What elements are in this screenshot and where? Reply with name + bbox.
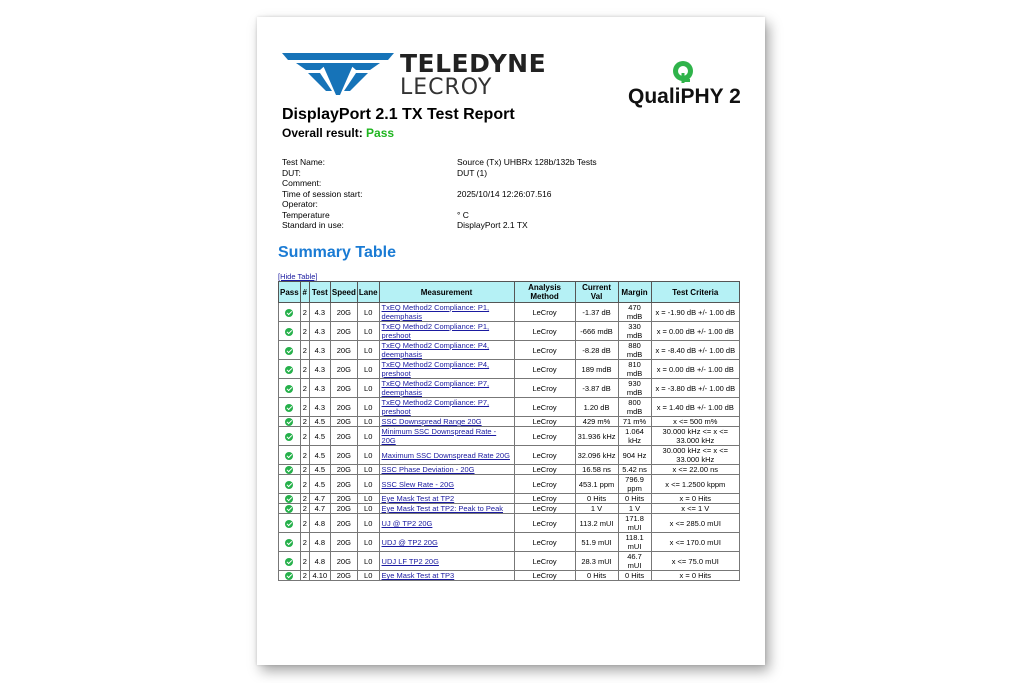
teledyne-logo-icon xyxy=(282,47,394,97)
current-val-cell: -3.87 dB xyxy=(575,379,618,398)
num-cell: 2 xyxy=(300,417,309,427)
analysis-method-cell: LeCroy xyxy=(514,465,575,475)
test-cell: 4.3 xyxy=(309,360,330,379)
test-criteria-cell: x <= 500 m% xyxy=(651,417,739,427)
teledyne-lecroy-logo xyxy=(282,47,547,103)
num-cell: 2 xyxy=(300,341,309,360)
pass-cell xyxy=(279,552,301,571)
info-value: DUT (1) xyxy=(457,167,488,178)
test-criteria-cell: x = 0.00 dB +/- 1.00 dB xyxy=(651,360,739,379)
report-page xyxy=(257,17,765,665)
table-row xyxy=(279,417,740,427)
lane-cell: L0 xyxy=(357,465,379,475)
margin-cell: 796.9 ppm xyxy=(618,475,651,494)
test-cell: 4.5 xyxy=(309,417,330,427)
table-row xyxy=(279,427,740,446)
lane-cell: L0 xyxy=(357,494,379,504)
test-cell: 4.3 xyxy=(309,398,330,417)
table-header-row xyxy=(279,282,740,303)
analysis-method-cell: LeCroy xyxy=(514,417,575,427)
analysis-method-cell: LeCroy xyxy=(514,571,575,581)
measurement-link[interactable]: UDJ @ TP2 20G xyxy=(381,537,438,547)
teledyne-wordmark: TELEDYNE xyxy=(400,49,547,78)
info-row xyxy=(282,178,722,189)
pass-icon xyxy=(285,558,293,566)
table-row xyxy=(279,446,740,465)
margin-cell: 1.064 kHz xyxy=(618,427,651,446)
measurement-cell xyxy=(379,427,514,446)
pass-icon xyxy=(285,520,293,528)
overall-result-label: Overall result: xyxy=(282,126,363,140)
num-cell: 2 xyxy=(300,475,309,494)
num-cell: 2 xyxy=(300,571,309,581)
pass-icon xyxy=(285,572,293,580)
table-row xyxy=(279,552,740,571)
pass-cell xyxy=(279,533,301,552)
qualiphy-badge-icon xyxy=(670,59,696,85)
measurement-cell xyxy=(379,552,514,571)
report-title: DisplayPort 2.1 TX Test Report xyxy=(282,106,515,123)
col-header-lane: Lane xyxy=(357,282,379,303)
analysis-method-cell: LeCroy xyxy=(514,552,575,571)
info-row xyxy=(282,168,722,179)
pass-cell xyxy=(279,322,301,341)
analysis-method-cell: LeCroy xyxy=(514,427,575,446)
margin-cell: 46.7 mUI xyxy=(618,552,651,571)
table-row xyxy=(279,494,740,504)
info-value: ° C xyxy=(457,209,469,220)
current-val-cell: -8.28 dB xyxy=(575,341,618,360)
test-criteria-cell: x = -3.80 dB +/- 1.00 dB xyxy=(651,379,739,398)
margin-cell: 0 Hits xyxy=(618,494,651,504)
pass-icon xyxy=(285,385,293,393)
info-value: 2025/10/14 12:26:07.516 xyxy=(457,188,552,199)
info-label: Comment: xyxy=(282,178,322,188)
col-header-margin: Margin xyxy=(618,282,651,303)
measurement-link[interactable]: TxEQ Method2 Compliance: P4, preshoot xyxy=(381,360,490,378)
analysis-method-cell: LeCroy xyxy=(514,360,575,379)
test-criteria-cell: 30.000 kHz <= x <= 33.000 kHz xyxy=(651,446,739,465)
info-value: DisplayPort 2.1 TX xyxy=(457,220,528,230)
measurement-link[interactable]: TxEQ Method2 Compliance: P1, deemphasis xyxy=(381,303,490,321)
lane-cell: L0 xyxy=(357,303,379,322)
col-header-measurement: Measurement xyxy=(379,282,514,303)
margin-cell: 1 V xyxy=(618,504,651,514)
speed-cell: 20G xyxy=(330,465,357,475)
pass-cell xyxy=(279,514,301,533)
pass-cell xyxy=(279,504,301,514)
pass-cell xyxy=(279,360,301,379)
speed-cell: 20G xyxy=(330,552,357,571)
table-row xyxy=(279,379,740,398)
measurement-link[interactable]: TxEQ Method2 Compliance: P7, deemphasis xyxy=(381,379,490,397)
lane-cell: L0 xyxy=(357,475,379,494)
summary-table xyxy=(278,281,740,581)
num-cell: 2 xyxy=(300,427,309,446)
measurement-cell xyxy=(379,514,514,533)
test-criteria-cell: x <= 170.0 mUI xyxy=(651,533,739,552)
num-cell: 2 xyxy=(300,494,309,504)
margin-cell: 0 Hits xyxy=(618,571,651,581)
num-cell: 2 xyxy=(300,322,309,341)
table-row xyxy=(279,504,740,514)
pass-cell xyxy=(279,341,301,360)
lecroy-wordmark: LECROY xyxy=(400,75,493,100)
test-cell: 4.8 xyxy=(309,514,330,533)
lane-cell: L0 xyxy=(357,398,379,417)
num-cell: 2 xyxy=(300,552,309,571)
pass-icon xyxy=(285,505,293,513)
pass-cell xyxy=(279,398,301,417)
lane-cell: L0 xyxy=(357,417,379,427)
test-criteria-cell: x <= 285.0 mUI xyxy=(651,514,739,533)
table-row xyxy=(279,303,740,322)
measurement-link[interactable]: SSC Phase Deviation - 20G xyxy=(381,465,475,475)
info-label: DUT: xyxy=(282,167,301,178)
lane-cell: L0 xyxy=(357,427,379,446)
current-val-cell: -666 mdB xyxy=(575,322,618,341)
measurement-link[interactable]: TxEQ Method2 Compliance: P1, preshoot xyxy=(381,322,490,340)
table-row xyxy=(279,398,740,417)
info-label: Test Name: xyxy=(282,157,325,167)
speed-cell: 20G xyxy=(330,379,357,398)
lane-cell: L0 xyxy=(357,341,379,360)
measurement-cell xyxy=(379,475,514,494)
speed-cell: 20G xyxy=(330,417,357,427)
measurement-link[interactable]: Eye Mask Test at TP3 xyxy=(381,571,455,581)
current-val-cell: -1.37 dB xyxy=(575,303,618,322)
num-cell: 2 xyxy=(300,379,309,398)
lane-cell: L0 xyxy=(357,571,379,581)
measurement-cell xyxy=(379,360,514,379)
current-val-cell: 429 m% xyxy=(575,417,618,427)
analysis-method-cell: LeCroy xyxy=(514,494,575,504)
pass-icon xyxy=(285,366,293,374)
lane-cell: L0 xyxy=(357,322,379,341)
measurement-cell xyxy=(379,303,514,322)
test-cell: 4.5 xyxy=(309,465,330,475)
col-header-pass: Pass xyxy=(279,282,301,303)
pass-icon xyxy=(285,495,293,503)
col-header-test: Test xyxy=(309,282,330,303)
measurement-cell xyxy=(379,494,514,504)
test-cell: 4.7 xyxy=(309,494,330,504)
info-value: Source (Tx) UHBRx 128b/132b Tests xyxy=(457,157,597,167)
test-criteria-cell: x <= 1 V xyxy=(651,504,739,514)
current-val-cell: 28.3 mUI xyxy=(575,552,618,571)
pass-icon xyxy=(285,309,293,317)
pass-icon xyxy=(285,418,293,426)
test-cell: 4.5 xyxy=(309,446,330,465)
pass-cell xyxy=(279,465,301,475)
measurement-cell xyxy=(379,465,514,475)
pass-icon xyxy=(285,466,293,474)
measurement-cell xyxy=(379,379,514,398)
speed-cell: 20G xyxy=(330,322,357,341)
measurement-link[interactable]: UJ @ TP2 20G xyxy=(381,518,433,528)
info-label: Standard in use: xyxy=(282,220,344,230)
speed-cell: 20G xyxy=(330,360,357,379)
analysis-method-cell: LeCroy xyxy=(514,446,575,465)
pass-icon xyxy=(285,404,293,412)
speed-cell: 20G xyxy=(330,504,357,514)
margin-cell: 71 m% xyxy=(618,417,651,427)
measurement-cell xyxy=(379,322,514,341)
pass-cell xyxy=(279,417,301,427)
current-val-cell: 31.936 kHz xyxy=(575,427,618,446)
test-cell: 4.3 xyxy=(309,379,330,398)
measurement-link[interactable]: Maximum SSC Downspread Rate 20G xyxy=(381,450,510,460)
test-criteria-cell: x <= 1.2500 kppm xyxy=(651,475,739,494)
measurement-cell xyxy=(379,417,514,427)
pass-icon xyxy=(285,328,293,336)
margin-cell: 810 mdB xyxy=(618,360,651,379)
test-cell: 4.7 xyxy=(309,504,330,514)
measurement-cell xyxy=(379,571,514,581)
table-row xyxy=(279,322,740,341)
test-cell: 4.10 xyxy=(309,571,330,581)
summary-heading: Summary Table xyxy=(278,244,396,261)
pass-cell xyxy=(279,494,301,504)
col-header-analysis-method: Analysis Method xyxy=(514,282,575,303)
info-row xyxy=(282,157,722,168)
current-val-cell: 32.096 kHz xyxy=(575,446,618,465)
test-criteria-cell: 30.000 kHz <= x <= 33.000 kHz xyxy=(651,427,739,446)
pass-cell xyxy=(279,427,301,446)
num-cell: 2 xyxy=(300,303,309,322)
speed-cell: 20G xyxy=(330,427,357,446)
speed-cell: 20G xyxy=(330,475,357,494)
lane-cell: L0 xyxy=(357,552,379,571)
measurement-link[interactable]: Minimum SSC Downspread Rate - 20G xyxy=(381,427,497,446)
num-cell: 2 xyxy=(300,398,309,417)
qualiphy-wordmark: QualiPHY 2 xyxy=(628,85,741,108)
measurement-link[interactable]: TxEQ Method2 Compliance: P4, deemphasis xyxy=(381,341,490,359)
lane-cell: L0 xyxy=(357,533,379,552)
lane-cell: L0 xyxy=(357,360,379,379)
pass-icon xyxy=(285,452,293,460)
test-cell: 4.8 xyxy=(309,533,330,552)
info-row xyxy=(282,189,722,200)
measurement-link[interactable]: Eye Mask Test at TP2 xyxy=(381,494,455,504)
test-cell: 4.8 xyxy=(309,552,330,571)
pass-icon xyxy=(285,347,293,355)
test-cell: 4.3 xyxy=(309,341,330,360)
current-val-cell: 453.1 ppm xyxy=(575,475,618,494)
overall-result xyxy=(282,126,394,140)
summary-table-body xyxy=(279,303,740,581)
speed-cell: 20G xyxy=(330,494,357,504)
table-row xyxy=(279,360,740,379)
info-row xyxy=(282,210,722,221)
margin-cell: 470 mdB xyxy=(618,303,651,322)
current-val-cell: 1.20 dB xyxy=(575,398,618,417)
lane-cell: L0 xyxy=(357,504,379,514)
analysis-method-cell: LeCroy xyxy=(514,514,575,533)
measurement-cell xyxy=(379,504,514,514)
num-cell: 2 xyxy=(300,533,309,552)
test-criteria-cell: x = -1.90 dB +/- 1.00 dB xyxy=(651,303,739,322)
analysis-method-cell: LeCroy xyxy=(514,322,575,341)
pass-icon xyxy=(285,481,293,489)
info-label: Operator: xyxy=(282,199,318,209)
session-info xyxy=(282,157,722,231)
test-criteria-cell: x = 0.00 dB +/- 1.00 dB xyxy=(651,322,739,341)
num-cell: 2 xyxy=(300,446,309,465)
qualiphy-logo xyxy=(628,57,748,112)
speed-cell: 20G xyxy=(330,533,357,552)
current-val-cell: 113.2 mUI xyxy=(575,514,618,533)
margin-cell: 5.42 ns xyxy=(618,465,651,475)
test-criteria-cell: x = -8.40 dB +/- 1.00 dB xyxy=(651,341,739,360)
test-cell: 4.3 xyxy=(309,322,330,341)
measurement-cell xyxy=(379,533,514,552)
speed-cell: 20G xyxy=(330,571,357,581)
speed-cell: 20G xyxy=(330,446,357,465)
num-cell: 2 xyxy=(300,360,309,379)
current-val-cell: 1 V xyxy=(575,504,618,514)
speed-cell: 20G xyxy=(330,398,357,417)
test-criteria-cell: x = 1.40 dB +/- 1.00 dB xyxy=(651,398,739,417)
table-row xyxy=(279,571,740,581)
test-criteria-cell: x <= 22.00 ns xyxy=(651,465,739,475)
num-cell: 2 xyxy=(300,504,309,514)
measurement-link[interactable]: Eye Mask Test at TP2: Peak to Peak xyxy=(381,504,503,514)
current-val-cell: 51.9 mUI xyxy=(575,533,618,552)
pass-cell xyxy=(279,475,301,494)
info-row xyxy=(282,199,722,210)
pass-cell xyxy=(279,571,301,581)
pass-cell xyxy=(279,379,301,398)
pass-icon xyxy=(285,539,293,547)
speed-cell: 20G xyxy=(330,303,357,322)
analysis-method-cell: LeCroy xyxy=(514,379,575,398)
pass-icon xyxy=(285,433,293,441)
analysis-method-cell: LeCroy xyxy=(514,303,575,322)
test-criteria-cell: x = 0 Hits xyxy=(651,494,739,504)
speed-cell: 20G xyxy=(330,514,357,533)
test-cell: 4.5 xyxy=(309,427,330,446)
pass-cell xyxy=(279,446,301,465)
info-label: Time of session start: xyxy=(282,188,363,199)
margin-cell: 930 mdB xyxy=(618,379,651,398)
num-cell: 2 xyxy=(300,465,309,475)
table-row xyxy=(279,533,740,552)
num-cell: 2 xyxy=(300,514,309,533)
current-val-cell: 189 mdB xyxy=(575,360,618,379)
current-val-cell: 16.58 ns xyxy=(575,465,618,475)
measurement-cell xyxy=(379,398,514,417)
test-cell: 4.5 xyxy=(309,475,330,494)
margin-cell: 330 mdB xyxy=(618,322,651,341)
analysis-method-cell: LeCroy xyxy=(514,504,575,514)
margin-cell: 171.8 mUI xyxy=(618,514,651,533)
analysis-method-cell: LeCroy xyxy=(514,533,575,552)
col-header-speed: Speed xyxy=(330,282,357,303)
overall-result-value: Pass xyxy=(366,126,395,140)
col-header-num: # xyxy=(300,282,309,303)
info-label: Temperature xyxy=(282,209,330,220)
table-row xyxy=(279,475,740,494)
margin-cell: 904 Hz xyxy=(618,446,651,465)
test-criteria-cell: x = 0 Hits xyxy=(651,571,739,581)
analysis-method-cell: LeCroy xyxy=(514,398,575,417)
test-cell: 4.3 xyxy=(309,303,330,322)
lane-cell: L0 xyxy=(357,446,379,465)
test-criteria-cell: x <= 75.0 mUI xyxy=(651,552,739,571)
info-row xyxy=(282,220,722,231)
speed-cell: 20G xyxy=(330,341,357,360)
measurement-link[interactable]: SSC Downspread Range 20G xyxy=(381,417,482,426)
lane-cell: L0 xyxy=(357,514,379,533)
analysis-method-cell: LeCroy xyxy=(514,341,575,360)
col-header-test-criteria: Test Criteria xyxy=(651,282,739,303)
measurement-link[interactable]: TxEQ Method2 Compliance: P7, preshoot xyxy=(381,398,490,416)
margin-cell: 800 mdB xyxy=(618,398,651,417)
measurement-link[interactable]: UDJ LF TP2 20G xyxy=(381,556,439,566)
analysis-method-cell: LeCroy xyxy=(514,475,575,494)
current-val-cell: 0 Hits xyxy=(575,571,618,581)
lane-cell: L0 xyxy=(357,379,379,398)
hide-table-link[interactable]: [Hide Table] xyxy=(278,272,318,281)
col-header-current-val: Current Val xyxy=(575,282,618,303)
measurement-link[interactable]: SSC Slew Rate - 20G xyxy=(381,479,455,489)
margin-cell: 880 mdB xyxy=(618,341,651,360)
pass-cell xyxy=(279,303,301,322)
current-val-cell: 0 Hits xyxy=(575,494,618,504)
table-row xyxy=(279,341,740,360)
measurement-cell xyxy=(379,341,514,360)
table-row xyxy=(279,514,740,533)
measurement-cell xyxy=(379,446,514,465)
table-row xyxy=(279,465,740,475)
margin-cell: 118.1 mUI xyxy=(618,533,651,552)
